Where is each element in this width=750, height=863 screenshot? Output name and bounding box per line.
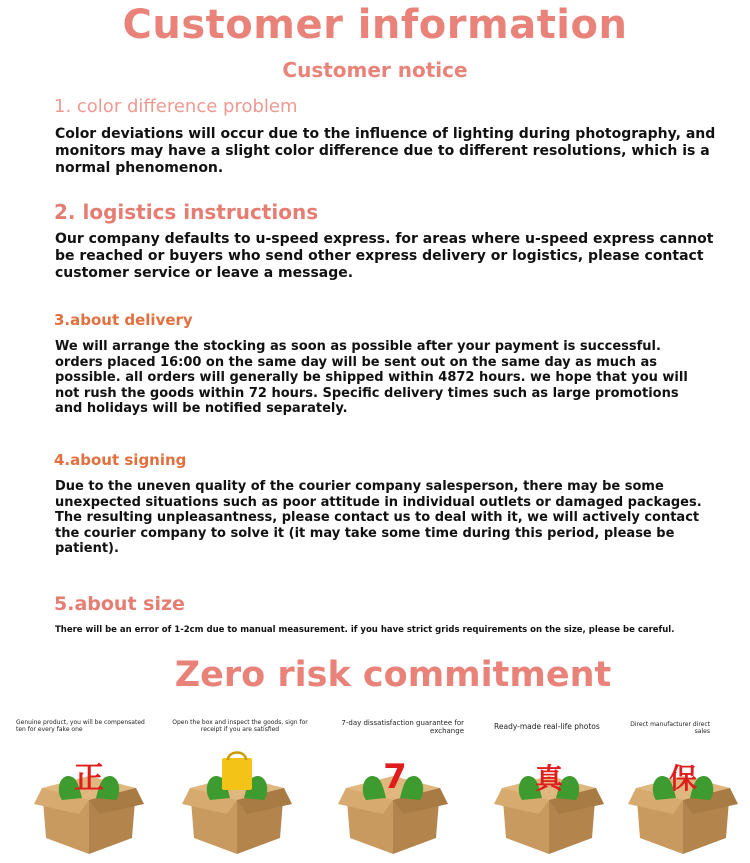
section-body-size: There will be an error of 1-2cm due to manual measurement. if you have strict grids requirements on the size, please be careful. (55, 625, 675, 635)
box-glyph-3: 7 (383, 757, 407, 797)
section-heading-logistics: 2. logistics instructions (54, 200, 319, 224)
commitment-caption-4: Ready-made real-life photos (494, 722, 600, 731)
real-photo-box-icon (494, 748, 604, 858)
section-body-logistics: Our company defaults to u-speed express. for areas where u-speed express cannot be reached or buyers who send other express delivery or logistics, please contact customer service or leave a message. (55, 231, 714, 281)
section-body-color: Color deviations will occur due to the influence of lighting during photography, and monitors may have a slight color difference due to different resolutions, which is a normal phenomenon. (55, 126, 716, 176)
section-body-delivery: We will arrange the stocking as soon as possible after your payment is successful. orders placed 16:00 on the same day will be sent out on the same day as much as possible. all orders will generally be shipped within 4872 hours. we hope that you will not rush the goods within 72 hours. Specific delivery times such as large promotions and holidays will be notified separately. (55, 339, 688, 416)
box-glyph-5: 保 (668, 762, 698, 795)
page-subtitle: Customer notice (282, 58, 468, 82)
commitment-caption-5: Direct manufacturer direct sales (630, 721, 710, 735)
seven-day-box-icon (338, 748, 448, 858)
guarantee-box-icon (628, 748, 738, 858)
shopping-bag-box-icon (182, 748, 292, 858)
box-glyph-1: 正 (74, 761, 104, 796)
commitment-caption-3: 7-day dissatisfaction guarantee for exchange (341, 719, 464, 735)
box-glyph-4: 真 (534, 762, 564, 795)
section-heading-signing: 4.about signing (54, 451, 187, 469)
commitment-caption-2: Open the box and inspect the goods, sign for receipt if you are satisfied (172, 719, 308, 733)
page-title: Customer information (122, 2, 628, 48)
commitment-caption-1: Genuine product, you will be compensated ten for every fake one (16, 719, 145, 733)
section-heading-delivery: 3.about delivery (54, 311, 193, 329)
section-body-signing: Due to the uneven quality of the courier company salesperson, there may be some unexpected situations such as poor attitude in individual outlets or damaged packages. The resulting unpleasantness, please contact us to deal with it, we will actively contact the courier company to solve it (it may take some time during this period, please be patient). (55, 479, 702, 556)
commitment-title: Zero risk commitment (174, 655, 612, 695)
genuine-box-icon (34, 748, 144, 858)
section-heading-size: 5.about size (54, 593, 185, 615)
section-heading-color: 1. color difference problem (54, 96, 298, 117)
